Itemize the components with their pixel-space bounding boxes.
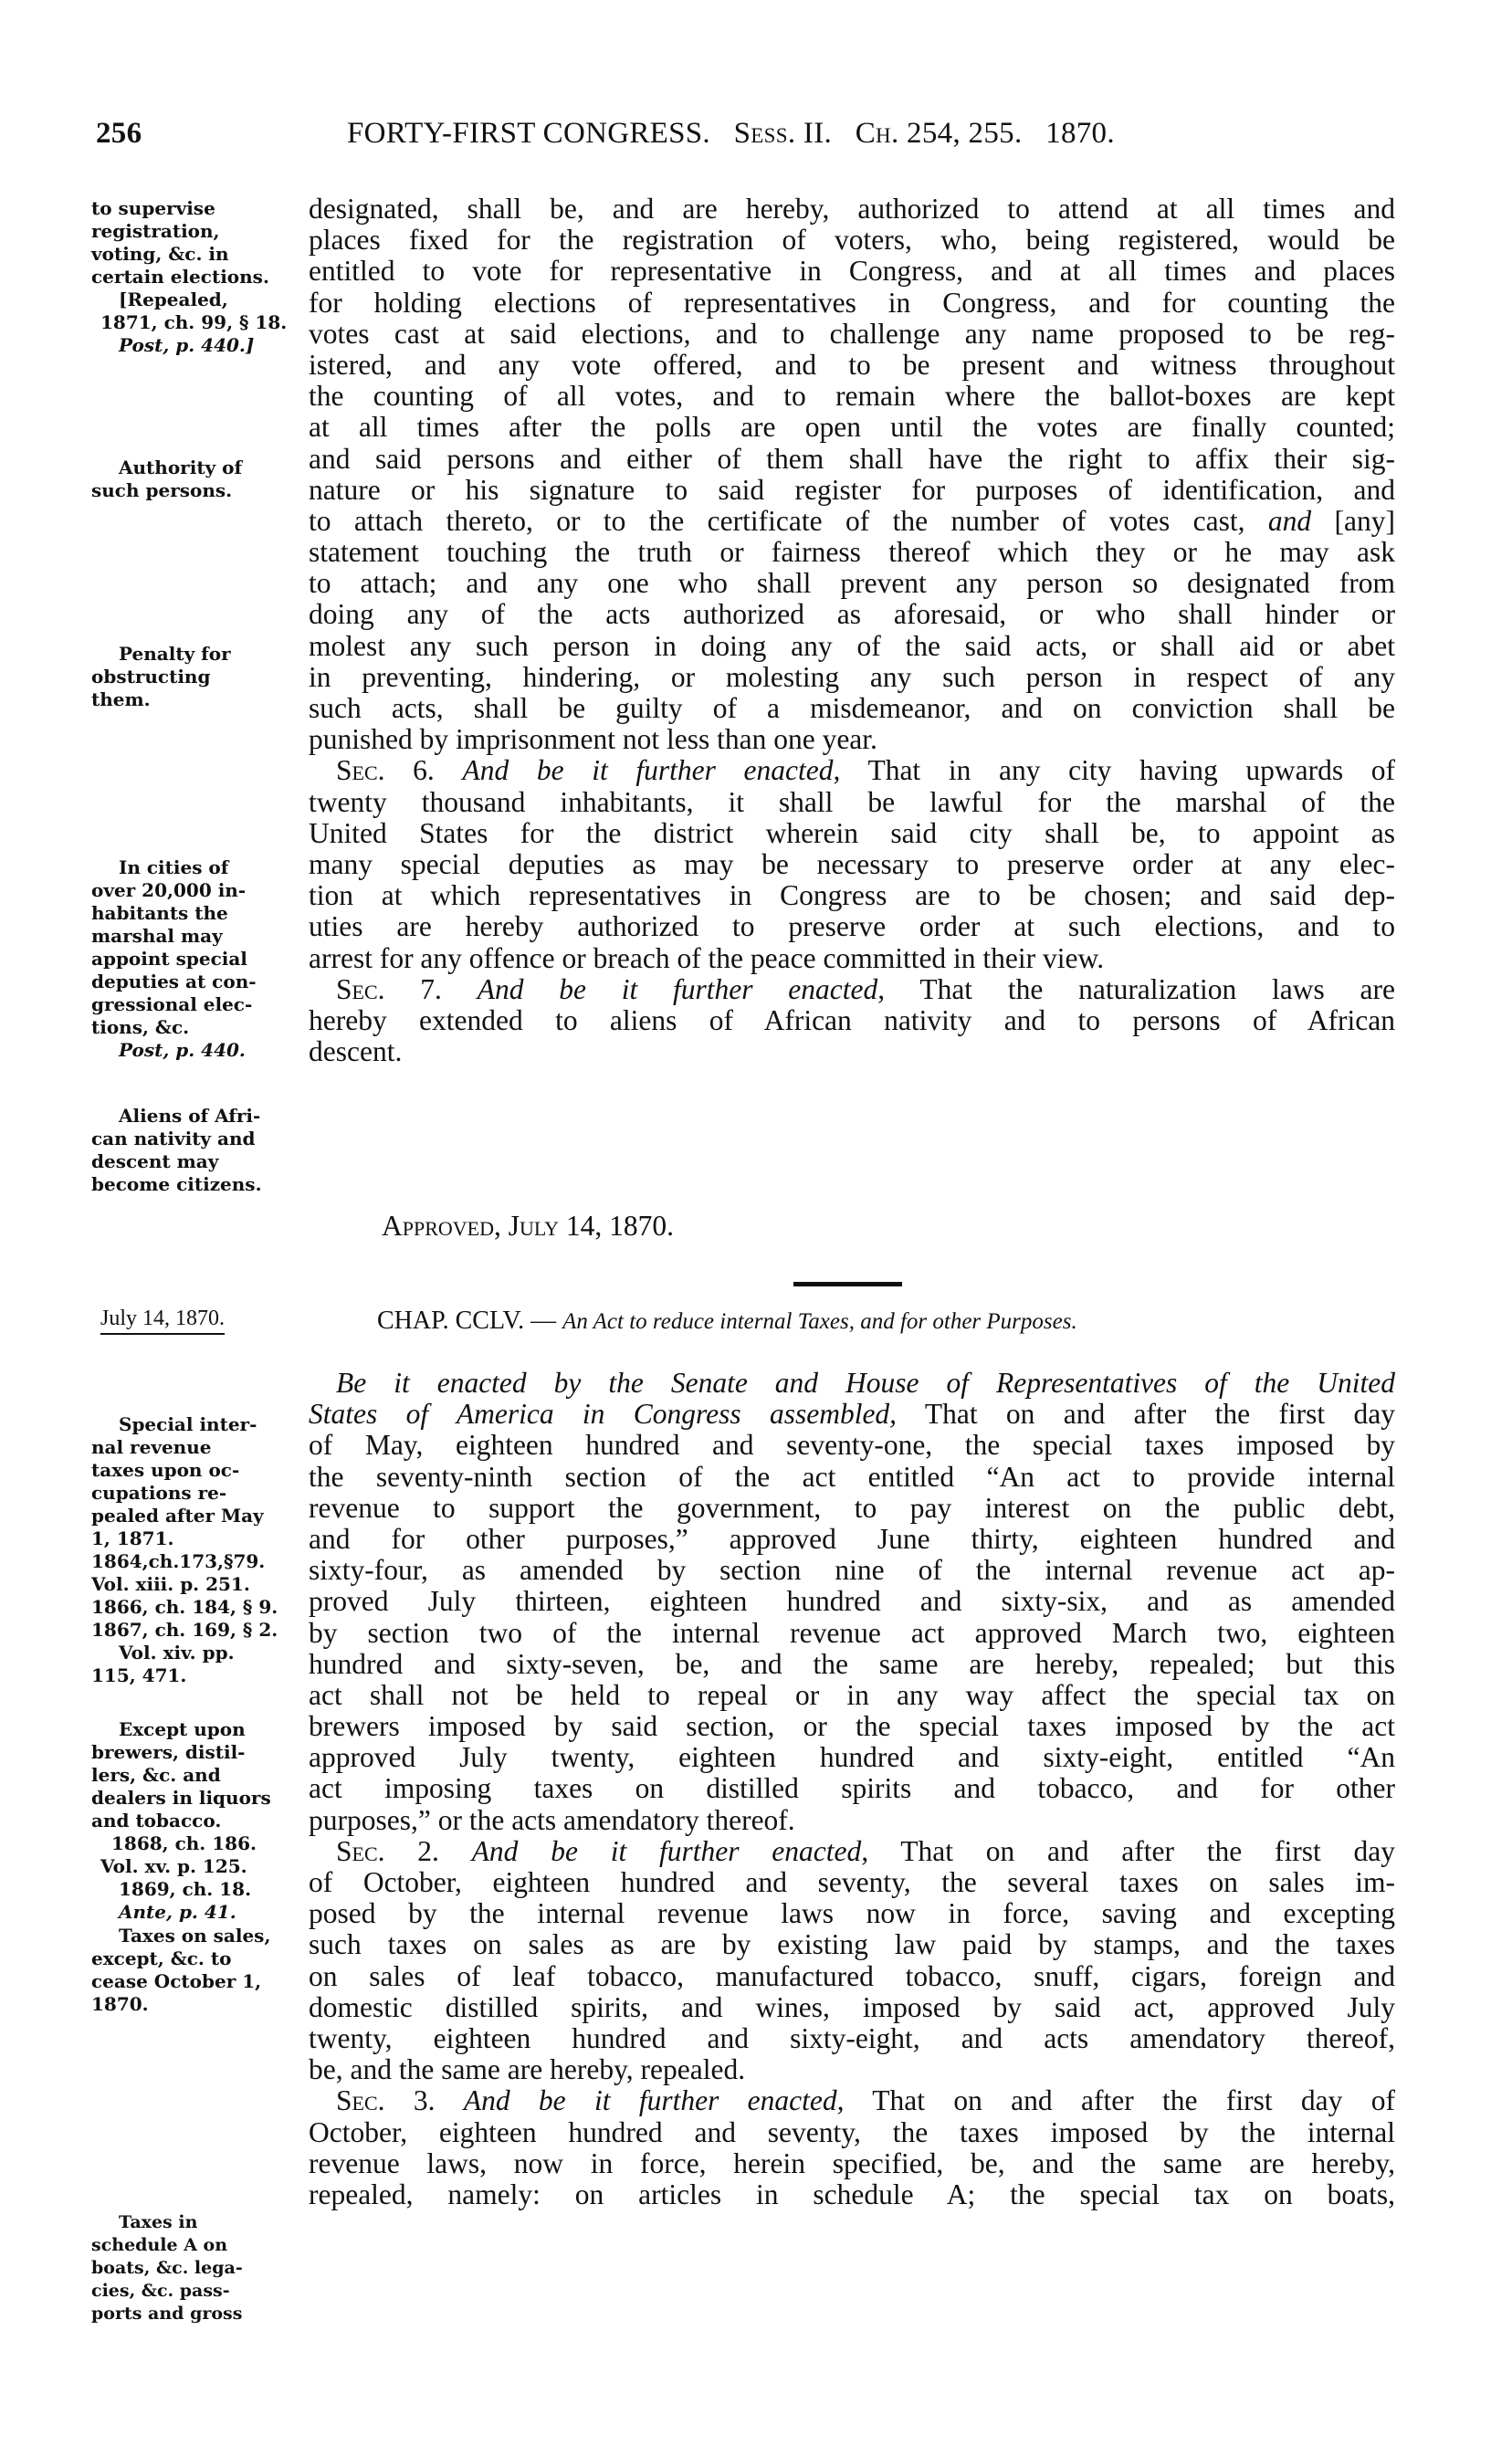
margin-note-supervise: to supervise registration, voting, &c. in certain elections. [Repealed, 1871, ch. 99, § 18. Post, p. 440.]	[91, 197, 288, 356]
body-text-ch255: Be it enacted by the Senate and House of Representatives of the United States of America in Congress assembled, That on and after the first day of May, eighteen hundred and seventy-one, the special taxes imposed by the seventy-ninth section of the act entitled “An act to provide internal revenue to support the government, to pay interest on the public debt, and for other purposes,” approved June thirty, eighteen hundred and sixty-four, as amended by section nine of the internal revenue act ap- proved July thirteen, eighteen hundred and sixty-six, and as amended by section two of the internal revenue act approved March two, eighteen hundred and sixty-seven, be, and the same are hereby, repealed; but this act shall not be held to repeal or in any way affect the special tax on brewers imposed by said section, or the special taxes imposed by the act approved July twenty, eighteen hundred and sixty-eight, entitled “An act imposing taxes on distilled spirits and tobacco, and for other purposes,” or the acts amendatory thereof. Sec. 2. And be it further enacted, That on and after the first day of October, eighteen hundred and seventy, the several taxes on sales im- posed by the internal revenue laws now in force, saving and excepting such taxes on sales as are by existing law paid by stamps, and the taxes on sales of leaf tobacco, manufactured tobacco, snuff, cigars, foreign and domestic distilled spirits, and wines, imposed by said act, approved July twenty, eighteen hundred and sixty-eight, and acts amendatory thereof, be, and the same are hereby, repealed. Sec. 3. And be it further enacted, That on and after the first day of October, eighteen hundred and seventy, the taxes imposed by the internal revenue laws, now in force, herein specified, be, and the same are hereby, repealed, namely: on articles in schedule A; the special tax on boats,	[309, 1367, 1396, 2210]
margin-note-except-brewers: Except upon brewers, distil- lers, &c. and dealers in liquors and tobacco. 1868, ch. 186. Vol. xv. p. 125. 1869, ch. 18. Ante, p. 41.	[91, 1718, 271, 1923]
chapter-date: July 14, 1870.	[100, 1307, 225, 1335]
header-session: Sess. II.	[733, 117, 833, 150]
margin-note-cities-ref: Post, p. 440.	[119, 1039, 246, 1061]
margin-note-schedule-a: Taxes in schedule A on boats, &c. lega- cies, &c. pass- ports and gross	[91, 2212, 243, 2324]
sec2-first-line: Sec. 2. And be it further enacted, That on and after the first day	[336, 1834, 1395, 1867]
chapter-number: CHAP. CCLV. —	[377, 1307, 557, 1335]
header-chapter: Ch. 254, 255.	[855, 117, 1023, 150]
header-year: 1870.	[1045, 117, 1115, 150]
sec7-first-line: Sec. 7. And be it further enacted, That the naturalization laws are	[336, 972, 1396, 1005]
running-header	[91, 117, 1388, 163]
margin-note-special-taxes: Special inter- nal revenue taxes upon oc- cupations re- pealed after May 1, 1871. 1864,ch.173,§79. Vol. xiii. p. 251. 1866, ch. 184, § 9. 1867, ch. 169, § 2. Vol. xiv. pp. 115, 471.	[91, 1413, 278, 1686]
margin-note-taxes-on-sales: Taxes on sales, except, &c. to cease October 1, 1870.	[91, 1925, 271, 2015]
chapter-heading	[377, 1307, 1077, 1336]
margin-note-authority: Authority of such persons.	[91, 457, 243, 501]
margin-note-penalty: Penalty for obstructing them.	[91, 643, 231, 710]
approved-line: Approved, July 14, 1870.	[382, 1210, 675, 1242]
chapter-title: An Act to reduce internal Taxes, and for other Purposes.	[562, 1309, 1077, 1334]
sec3-first-line: Sec. 3. And be it further enacted, That on and after the first day of	[336, 2084, 1395, 2117]
page-number: 256	[96, 117, 142, 150]
margin-note-cities: In cities of over 20,000 in- habitants the marshal may appoint special deputies at con- gressional elec- tions, &c. Post, p. 440.	[91, 856, 301, 1062]
section-divider-rule	[793, 1282, 902, 1286]
body-text-ch254: designated, shall be, and are hereby, authorized to attend at all times and places fixed for the registration of voters, who, being registered, would be entitled to vote for representative in Congress, and at all times and places for holding elections of representatives in Congress, and for counting the votes cast at said elections, and to challenge any name proposed to be reg- istered, and any vote offered, and to be present and witness throughout the counting of all votes, and to remain where the ballot-boxes are kept at all times after the polls are open until the votes are finally counted; and said persons and either of them shall have the right to affix their sig- nature or his signature to said register for purposes of identification, and to attach thereto, or to the certificate of the number of votes cast, and [any] statement touching the truth or fairness thereof which they or he may ask to attach; and any one who shall prevent any person so designated from doing any of the acts authorized as aforesaid, or who shall hinder or molest any such person in doing any of the said acts, or shall aid or abet in preventing, hindering, or molesting any such person in respect of any such acts, shall be guilty of a misdemeanor, and on conviction shall be punished by imprisonment not less than one year. Sec. 6. And be it further enacted, That in any city having upwards of twenty thousand inhabitants, it shall be lawful for the marshal of the United States for the district wherein said city shall be, to appoint as many special deputies as may be necessary to preserve order at any elec- tion at which representatives in Congress are to be chosen; and said dep- uties are hereby authorized to preserve order at such elections, and to arrest for any offence or breach of the peace committed in their view. Sec. 7. And be it further enacted, That the naturalization laws are hereby extended to aliens of African nativity and to persons of African descent.	[309, 193, 1396, 1068]
header-title: FORTY-FIRST CONGRESS. Sess. II. Ch. 254, 255. 1870.	[347, 117, 1115, 150]
sec6-first-line: Sec. 6. And be it further enacted, That in any city having upwards of	[336, 754, 1395, 787]
enacting-clause: Be it enacted by the Senate and House of Representatives of the United	[336, 1367, 1395, 1399]
line-with-italic: to attach thereto, or to the certificate of the number of votes cast, and [any]	[309, 504, 1396, 537]
margin-note-aliens: Aliens of Afri- can nativity and descent may become citizens.	[91, 1105, 262, 1195]
